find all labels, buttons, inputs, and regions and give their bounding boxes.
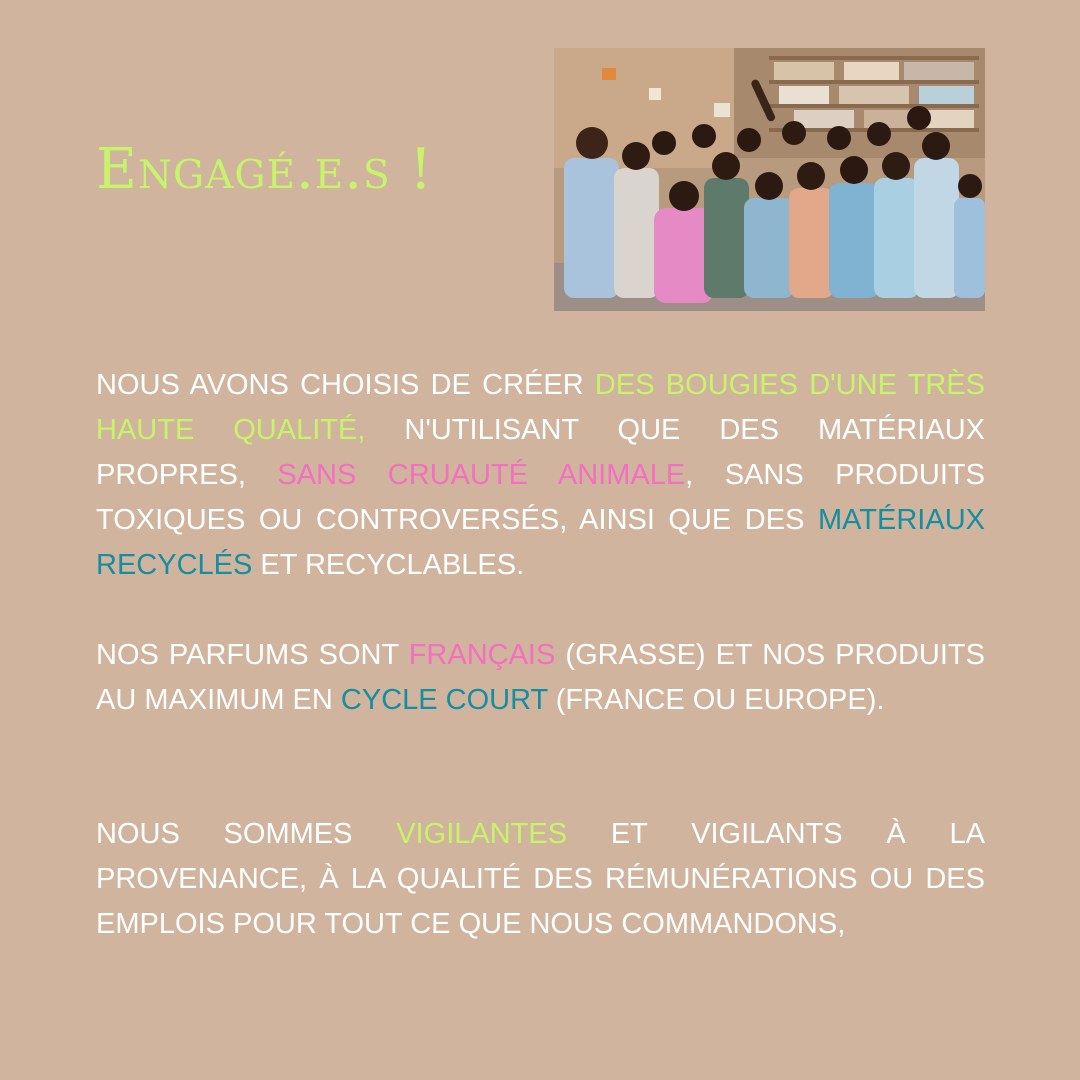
paragraph-text: (GRASSE) ET NOS PRODUITS AU MAXIMUM EN xyxy=(96,639,985,716)
paragraph-materials xyxy=(96,363,985,588)
highlighted-text: DES BOUGIES D'UNE TRÈS HAUTE QUALITÉ, xyxy=(96,369,985,446)
paragraph-text: NOUS AVONS CHOISIS DE CRÉER xyxy=(96,369,595,401)
paragraph-perfumes xyxy=(96,633,985,723)
highlighted-text: VIGILANTES xyxy=(396,818,568,850)
paragraph-text: NOS PARFUMS SONT xyxy=(96,639,409,671)
paragraph-text: NOUS SOMMES xyxy=(96,818,397,850)
highlighted-text: MATÉRIAUX RECYCLÉS xyxy=(96,504,985,581)
highlighted-text: SANS CRUAUTÉ ANIMALE xyxy=(277,459,686,491)
paragraph-text: (FRANCE OU EUROPE). xyxy=(547,684,885,716)
paragraph-text: ET RECYCLABLES. xyxy=(252,549,525,581)
paragraph-vigilance xyxy=(96,812,985,947)
paragraph-text: N'UTILISANT QUE DES MATÉRIAUX PROPRES, xyxy=(96,414,985,491)
page-title: Engagé.e.s ! xyxy=(96,137,434,202)
paragraph-text: , SANS PRODUITS TOXIQUES OU CONTROVERSÉS, AINSI QUE DES xyxy=(96,459,985,536)
paragraph-text: ET VIGILANTS À LA PROVENANCE, À LA QUALITÉ DES RÉMUNÉRATIONS OU DES EMPLOIS POUR TOUT CE QUE NOUS COMMANDONS, xyxy=(96,818,985,940)
group-photo xyxy=(554,48,985,311)
highlighted-text: CYCLE COURT xyxy=(340,684,548,716)
highlighted-text: FRANÇAIS xyxy=(408,639,556,671)
